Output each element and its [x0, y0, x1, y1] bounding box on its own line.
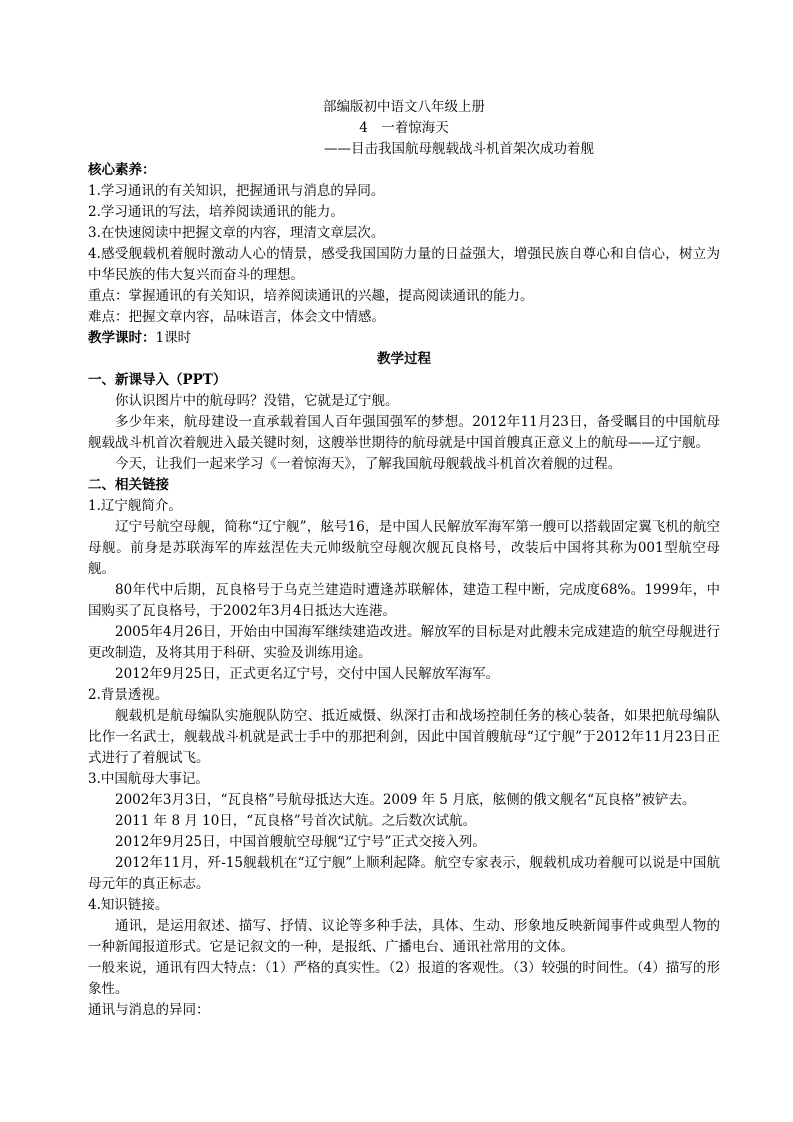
compare-para: 通讯与消息的异同：	[88, 1002, 210, 1018]
core-literacy-heading: 核心素养：	[88, 162, 156, 178]
intro-heading: 一、新课导入（PPT）	[88, 372, 227, 388]
key-point: 重点：掌握通讯的有关知识，培养阅读通讯的兴趣，提高阅读通讯的能力。	[88, 288, 534, 304]
liaoning-intro-title: 1.辽宁舰简介。	[88, 498, 182, 514]
core-item-2: 2.学习通讯的写法，培养阅读通讯的能力。	[88, 204, 344, 220]
document-title: 部编版初中语文八年级上册	[323, 99, 485, 115]
class-hours-label: 教学课时：	[88, 330, 156, 346]
knowledge-title: 4.知识链接。	[88, 897, 169, 913]
core-item-1: 1.学习通讯的有关知识，把握通讯与消息的异同。	[88, 183, 385, 199]
core-item-3: 3.在快速阅读中把握文章的内容，理清文章层次。	[88, 225, 385, 241]
class-hours-value: 1课时	[155, 330, 192, 346]
lesson-title: 4 一着惊海天	[359, 120, 449, 136]
document-content	[88, 97, 720, 1021]
process-title: 教学过程	[377, 351, 431, 367]
liaoning-para-3: 2005年4月26日，开始由中国海军继续建造改进。解放军的目标是对此艘未完成建造的航空母舰进行更改制造，及将其用于科研、实验及训练用途。	[88, 624, 720, 661]
intro-para-2: 多少年来，航母建设一直承载着国人百年强国强军的梦想。2012年11月23日，备受瞩目的中国航母舰载战斗机首次着舰进入最关键时刻，这艘举世期待的航母就是中国首艘真正意义上的航母——辽宁舰。	[88, 414, 720, 451]
chronicle-title: 3.中国航母大事记。	[88, 771, 209, 787]
intro-para-3: 今天，让我们一起来学习《一着惊海天》，了解我国航母舰载战斗机首次着舰的过程。	[115, 456, 622, 472]
intro-para-1: 你认识图片中的航母吗？没错，它就是辽宁舰。	[115, 393, 399, 409]
features-para: 一般来说，通讯有四大特点：（1）严格的真实性。（2）报道的客观性。（3）较强的时间性。（4）描写的形象性。	[88, 960, 720, 997]
knowledge-para: 通讯，是运用叙述、描写、抒情、议论等多种手法，具体、生动、形象地反映新闻事件或典型人物的一种新闻报道形式。它是记叙文的一种，是报纸、广播电台、通讯社常用的文体。	[88, 918, 720, 955]
background-para: 舰载机是航母编队实施舰队防空、抵近威慑、纵深打击和战场控制任务的核心装备，如果把航母编队比作一名武士，舰载战斗机就是武士手中的那把利剑，因此中国首艘航母“辽宁舰”于2012年11月23日正式进行了着舰试飞。	[88, 708, 720, 766]
liaoning-para-2: 80年代中后期，瓦良格号于乌克兰建造时遭逢苏联解体，建造工程中断，完成度68%。1999年，中国购买了瓦良格号，于2002年3月4日抵达大连港。	[88, 582, 720, 619]
core-item-4: 4.感受舰载机着舰时激动人心的情景，感受我国国防力量的日益强大，增强民族自尊心和自信心，树立为中华民族的伟大复兴而奋斗的理想。	[88, 246, 720, 283]
class-hours	[88, 328, 720, 349]
chronicle-para-4: 2012年11月，歼-15舰载机在“辽宁舰”上顺利起降。航空专家表示，舰载机成功着舰可以说是中国航母元年的真正标志。	[88, 855, 720, 892]
difficulty: 难点：把握文章内容，品味语言，体会文中情感。	[88, 309, 385, 325]
chronicle-para-2: 2011 年 8 月 10日，“瓦良格”号首次试航。之后数次试航。	[115, 813, 477, 829]
chronicle-para-1: 2002年3月3日，“瓦良格”号航母抵达大连。2009 年 5 月底，舷侧的俄文舰名“瓦良格”被铲去。	[115, 792, 696, 808]
lesson-subtitle: ——目击我国航母舰载战斗机首架次成功着舰	[324, 141, 594, 157]
links-heading: 二、相关链接	[88, 477, 169, 493]
chronicle-para-3: 2012年9月25日，中国首艘航空母舰“辽宁号”正式交接入列。	[115, 834, 486, 850]
title-block	[88, 97, 720, 160]
liaoning-para-1: 辽宁号航空母舰，简称“辽宁舰”，舷号16，是中国人民解放军海军第一艘可以搭载固定翼飞机的航空母舰。前身是苏联海军的库兹涅佐夫元帅级航空母舰次舰瓦良格号，改装后中国将其称为001型航空母舰。	[88, 519, 720, 577]
liaoning-para-4: 2012年9月25日，正式更名辽宁号，交付中国人民解放军海军。	[115, 666, 500, 682]
background-title: 2.背景透视。	[88, 687, 169, 703]
